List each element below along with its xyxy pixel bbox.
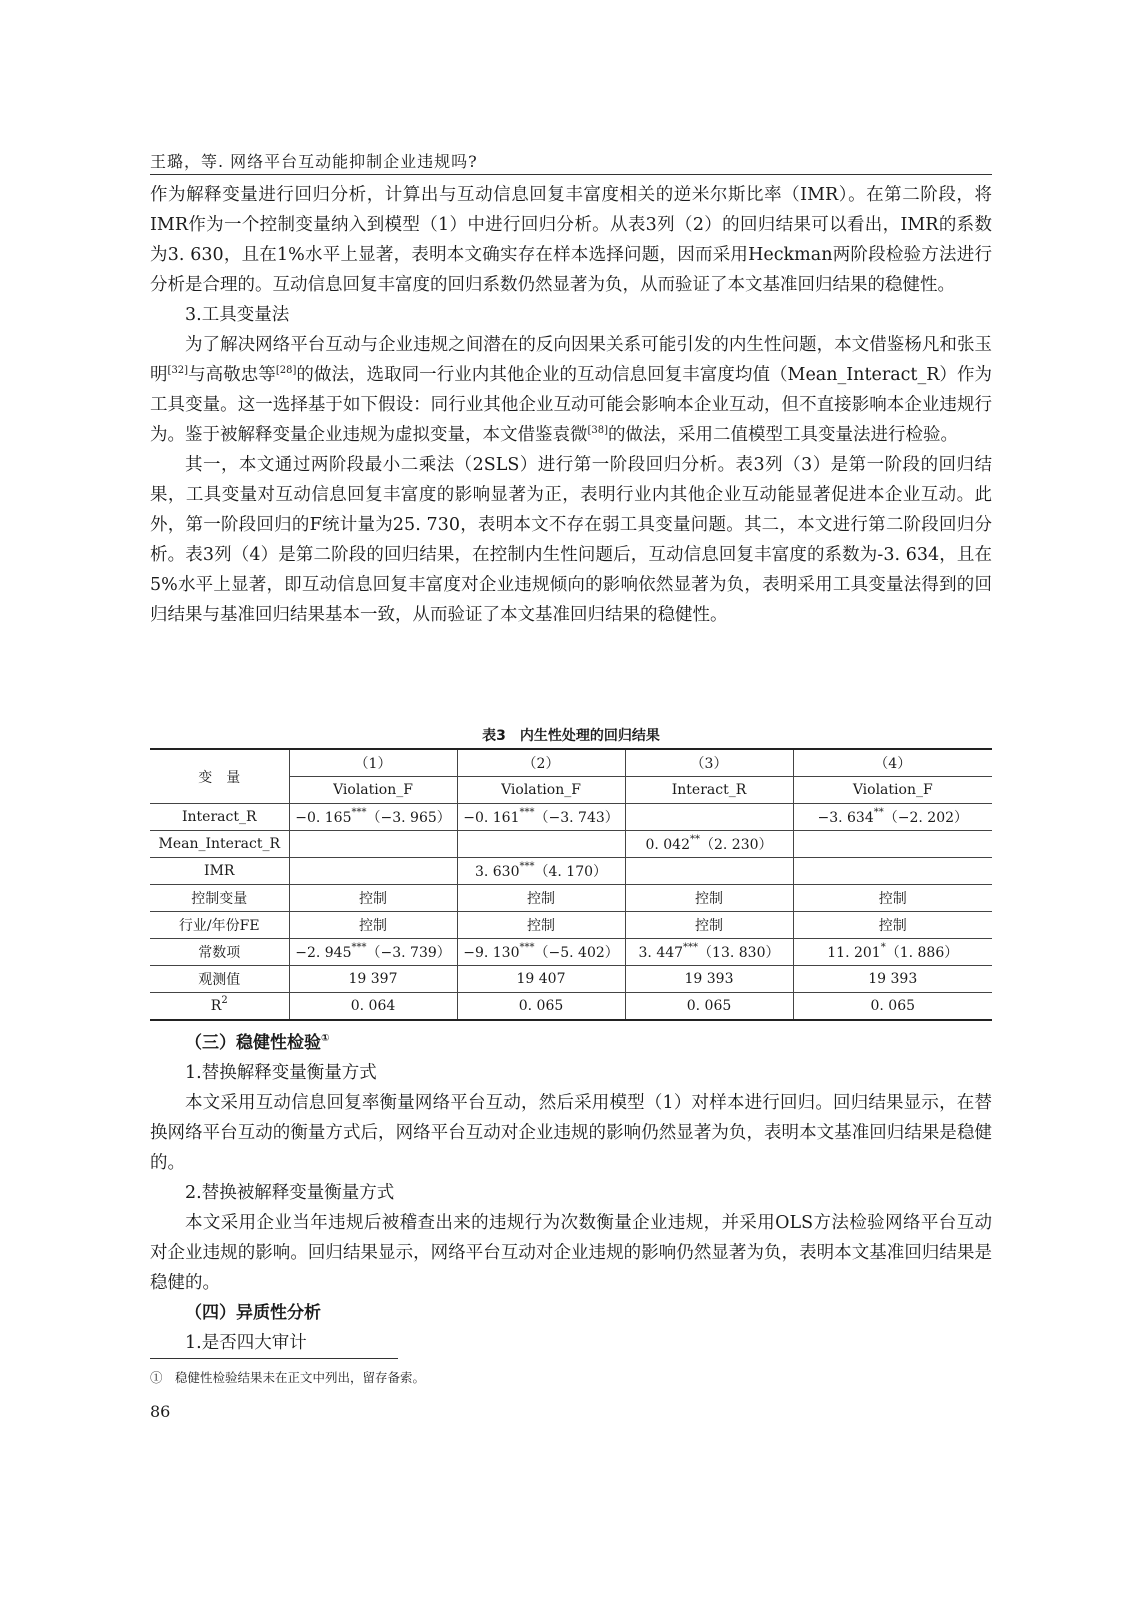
table-cell xyxy=(457,993,625,1021)
table-cell xyxy=(289,885,457,912)
cell-t-statistic: （−3. 739） xyxy=(366,945,451,961)
table-cell xyxy=(793,804,992,831)
table-cell xyxy=(457,804,625,831)
table-cell xyxy=(289,939,457,966)
cell-coefficient: 控制 xyxy=(527,918,555,934)
table-cell xyxy=(625,831,793,858)
significance-stars: ** xyxy=(873,807,884,818)
table-cell xyxy=(289,804,457,831)
column-number: （3） xyxy=(625,749,793,777)
text-run: 的做法，采用二值模型工具变量法进行检验。 xyxy=(608,425,959,445)
cell-coefficient: 控制 xyxy=(359,891,387,907)
cell-coefficient: 11. 201 xyxy=(827,945,881,961)
cell-coefficient: 19 407 xyxy=(516,971,566,987)
table-cell xyxy=(457,966,625,993)
row-label xyxy=(150,804,289,831)
cell-coefficient: 0. 065 xyxy=(686,998,732,1014)
body-bottom xyxy=(150,1028,992,1358)
cell-coefficient: 0. 065 xyxy=(518,998,564,1014)
table-cell xyxy=(457,939,625,966)
column-number: （1） xyxy=(289,749,457,777)
table-row xyxy=(150,912,992,939)
section-heading-heterogeneity: （四）异质性分析 xyxy=(185,1303,321,1323)
row-label xyxy=(150,912,289,939)
row-label-text: IMR xyxy=(204,863,235,879)
cell-t-statistic: （−3. 965） xyxy=(366,810,451,826)
text-run: 的做法，选取同一行业内其他企业的互动信息回复丰富度均值（Mean_Interact_R）作为工具变量。这一选择基于如下假设：同行业其他企业互动可能会影响本企业互动，但不直接影响本企业违规行为。鉴于被解释变量企业违规为虚拟变量，本文借鉴袁微 xyxy=(150,365,993,445)
subheading-big-four-audit: 1.是否四大审计 xyxy=(185,1333,307,1353)
table-cell xyxy=(625,804,793,831)
text-run: 与高敬忠等 xyxy=(188,365,276,385)
paragraph-heckman: 作为解释变量进行回归分析，计算出与互动信息回复丰富度相关的逆米尔斯比率（IMR）。在第二阶段，将IMR作为一个控制变量纳入到模型（1）中进行回归分析。从表3列（2）的回归结果可以看出，IMR的系数为3. 630，且在1%水平上显著，表明本文确实存在样本选择问题，因而采用Heckman两阶段检验方法进行分析是合理的。互动信息回复丰富度的回归系数仍然显著为负，从而验证了本文基准回归结果的稳健性。 xyxy=(150,185,992,295)
header-row-numbers xyxy=(150,749,992,777)
table-cell xyxy=(793,831,992,858)
table-cell xyxy=(289,831,457,858)
cell-coefficient: 控制 xyxy=(359,918,387,934)
citation-38: [38] xyxy=(587,425,609,436)
row-label-text: Interact_R xyxy=(181,809,257,825)
paragraph-replace-explanatory: 本文采用互动信息回复率衡量网络平台互动，然后采用模型（1）对样本进行回归。回归结果显示，在替换网络平台互动的衡量方式后，网络平台互动对企业违规的影响仍然显著为负，表明本文基准回归结果是稳健的。 xyxy=(150,1093,992,1173)
cell-coefficient: 控制 xyxy=(527,891,555,907)
table-cell xyxy=(289,993,457,1021)
significance-stars: *** xyxy=(519,861,535,872)
cell-coefficient: 3. 630 xyxy=(474,864,520,880)
footnote-marker: ① xyxy=(321,1033,330,1044)
table-row xyxy=(150,885,992,912)
row-label xyxy=(150,939,289,966)
header-rule xyxy=(150,174,992,175)
row-label xyxy=(150,858,289,885)
table-cell xyxy=(625,966,793,993)
row-label xyxy=(150,993,289,1021)
table-cell xyxy=(457,912,625,939)
table-cell xyxy=(793,858,992,885)
row-label-text: 行业/年份FE xyxy=(178,918,260,934)
footnote-text: 稳健性检验结果未在正文中列出，留存备索。 xyxy=(175,1370,426,1385)
cell-t-statistic: （13. 830） xyxy=(698,945,780,961)
cell-coefficient: −0. 161 xyxy=(463,810,520,826)
cell-coefficient: −0. 165 xyxy=(295,810,352,826)
cell-t-statistic: （−2. 202） xyxy=(883,810,969,826)
cell-coefficient: −3. 634 xyxy=(817,810,874,826)
table-row xyxy=(150,831,992,858)
subheading-instrumental-variable: 3.工具变量法 xyxy=(185,305,290,325)
significance-stars: *** xyxy=(519,807,535,818)
row-label-text: Mean_Interact_R xyxy=(158,836,280,852)
row-label-text: 常数项 xyxy=(198,945,241,961)
dependent-variable: Violation_F xyxy=(793,777,992,804)
significance-stars: *** xyxy=(519,942,535,953)
table-cell xyxy=(457,885,625,912)
row-label xyxy=(150,966,289,993)
row-label xyxy=(150,831,289,858)
footnote-rule xyxy=(150,1358,398,1359)
significance-stars: *** xyxy=(351,942,367,953)
row-label-text: 观测值 xyxy=(198,972,241,988)
text-run: 为了解决网络平台互动与企业违规之间潜在的反向因果关系可能引发的内生性问题，本文借鉴杨凡和张玉明 xyxy=(150,335,992,385)
significance-stars: *** xyxy=(683,942,699,953)
row-label-superscript: 2 xyxy=(221,995,228,1006)
cell-coefficient: 控制 xyxy=(695,891,723,907)
cell-t-statistic: （4. 170） xyxy=(534,864,608,880)
variable-header: 变 量 xyxy=(150,749,289,804)
row-label-text: R xyxy=(210,998,222,1014)
table-cell xyxy=(793,939,992,966)
footnote xyxy=(150,1368,425,1386)
footnote-mark: ① xyxy=(150,1370,163,1385)
citation-32: [32] xyxy=(167,365,189,376)
significance-stars: * xyxy=(880,942,886,953)
cell-coefficient: 0. 064 xyxy=(350,998,396,1014)
table-cell xyxy=(289,912,457,939)
table-cell xyxy=(625,939,793,966)
cell-coefficient: 19 397 xyxy=(348,971,398,987)
body-top xyxy=(150,180,992,630)
column-number: （4） xyxy=(793,749,992,777)
dependent-variable: Interact_R xyxy=(625,777,793,804)
table-row xyxy=(150,993,992,1021)
cell-coefficient: 0. 042 xyxy=(645,837,690,853)
table-cell xyxy=(289,858,457,885)
cell-t-statistic: （−5. 402） xyxy=(534,945,619,961)
page-number: 86 xyxy=(150,1402,171,1421)
table-cell xyxy=(625,912,793,939)
regression-table xyxy=(150,748,992,1021)
heading-text: （三）稳健性检验 xyxy=(185,1033,321,1053)
cell-coefficient: −9. 130 xyxy=(463,945,520,961)
subheading-replace-dependent: 2.替换被解释变量衡量方式 xyxy=(185,1183,395,1203)
table-row xyxy=(150,966,992,993)
running-head: 王璐，等. 网络平台互动能抑制企业违规吗? xyxy=(150,152,478,171)
cell-coefficient: 19 393 xyxy=(868,971,918,987)
table-cell xyxy=(625,993,793,1021)
cell-coefficient: −2. 945 xyxy=(295,945,352,961)
cell-t-statistic: （2. 230） xyxy=(700,837,773,853)
table-cell xyxy=(625,885,793,912)
table-cell xyxy=(457,858,625,885)
row-label-text: 控制变量 xyxy=(191,891,248,907)
table-row xyxy=(150,939,992,966)
citation-28: [28] xyxy=(275,365,297,376)
cell-coefficient: 3. 447 xyxy=(638,945,684,961)
table-caption: 表3 内生性处理的回归结果 xyxy=(482,728,660,744)
cell-coefficient: 控制 xyxy=(878,891,907,907)
table-cell xyxy=(457,831,625,858)
table-cell xyxy=(793,912,992,939)
paragraph-instrument-intro xyxy=(150,330,992,450)
table-cell xyxy=(289,966,457,993)
cell-t-statistic: （1. 886） xyxy=(885,945,959,961)
row-label xyxy=(150,885,289,912)
table-cell xyxy=(793,993,992,1021)
paragraph-2sls: 其一，本文通过两阶段最小二乘法（2SLS）进行第一阶段回归分析。表3列（3）是第一阶段的回归结果，工具变量对互动信息回复丰富度的影响显著为正，表明行业内其他企业互动能显著促进本企业互动。此外，第一阶段回归的F统计量为25. 730，表明本文不存在弱工具变量问题。其二，本文进行第二阶段回归分析。表3列（4）是第二阶段的回归结果，在控制内生性问题后，互动信息回复丰富度的系数为-3. 634，且在5%水平上显著，即互动信息回复丰富度对企业违规倾向的影响依然显著为负，表明采用工具变量法得到的回归结果与基准回归结果基本一致，从而验证了本文基准回归结果的稳健性。 xyxy=(150,455,992,625)
dependent-variable: Violation_F xyxy=(457,777,625,804)
column-number: （2） xyxy=(457,749,625,777)
table-cell xyxy=(625,858,793,885)
significance-stars: ** xyxy=(690,834,700,845)
cell-coefficient: 0. 065 xyxy=(870,998,916,1014)
cell-coefficient: 控制 xyxy=(878,918,907,934)
section-heading-robustness xyxy=(150,1028,992,1058)
subheading-replace-explanatory: 1.替换解释变量衡量方式 xyxy=(185,1063,377,1083)
table-row xyxy=(150,804,992,831)
cell-coefficient: 控制 xyxy=(695,918,723,934)
dependent-variable: Violation_F xyxy=(289,777,457,804)
table-cell xyxy=(793,885,992,912)
table-row xyxy=(150,858,992,885)
significance-stars: *** xyxy=(351,807,367,818)
cell-coefficient: 19 393 xyxy=(684,971,734,987)
paragraph-replace-dependent: 本文采用企业当年违规后被稽查出来的违规行为次数衡量企业违规，并采用OLS方法检验网络平台互动对企业违规的影响。回归结果显示，网络平台互动对企业违规的影响仍然显著为负，表明本文基准回归结果是稳健的。 xyxy=(150,1213,992,1293)
cell-t-statistic: （−3. 743） xyxy=(534,810,619,826)
table-cell xyxy=(793,966,992,993)
